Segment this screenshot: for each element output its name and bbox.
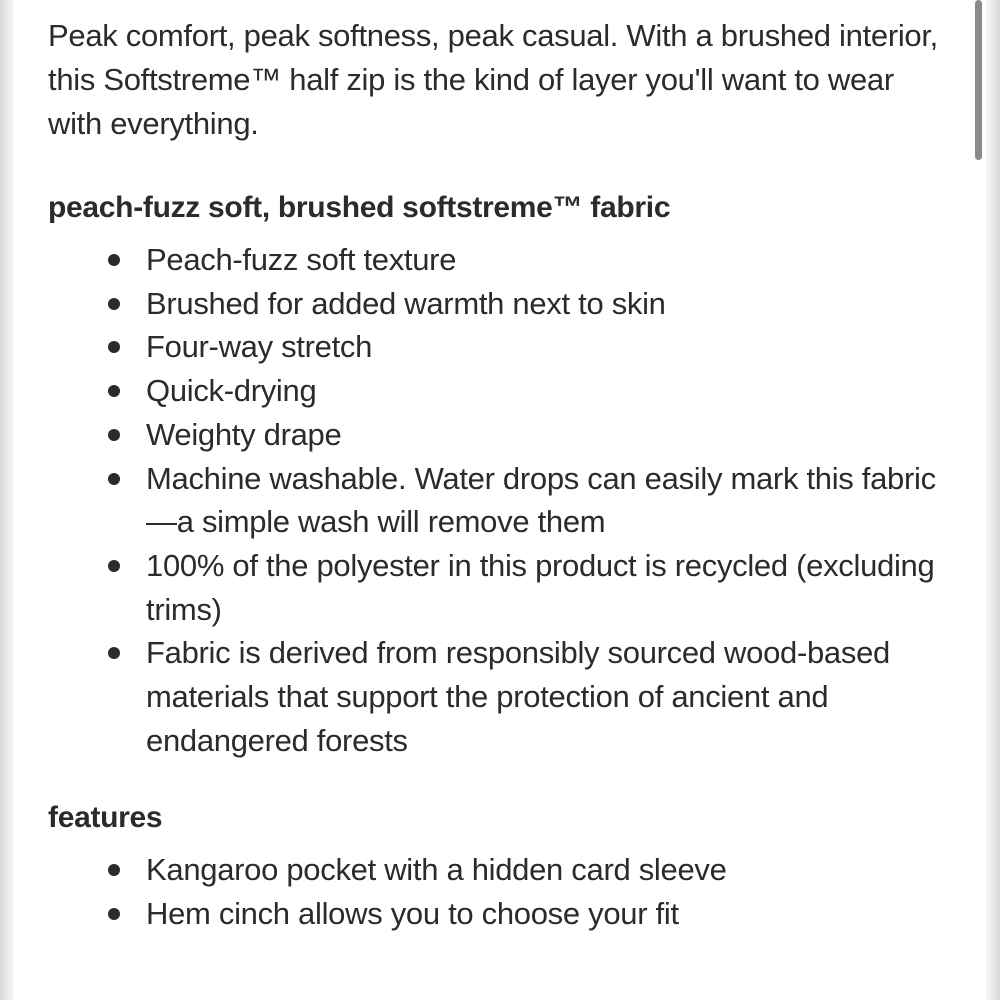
- bullet-icon: [108, 341, 120, 353]
- bullet-icon: [108, 298, 120, 310]
- list-item: [48, 238, 948, 282]
- bullet-icon: [108, 254, 120, 266]
- bullet-icon: [108, 429, 120, 441]
- bullet-icon: [108, 908, 120, 920]
- list-item: [48, 631, 948, 762]
- list-item: [48, 369, 948, 413]
- bullet-icon: [108, 864, 120, 876]
- left-edge-shadow: [0, 0, 14, 1000]
- section-heading-features: features: [48, 801, 163, 835]
- product-description: [48, 14, 948, 936]
- list-item: [48, 848, 948, 892]
- list-item-text: Four-way stretch: [146, 329, 373, 365]
- bullet-icon: [108, 560, 120, 572]
- list-item: [48, 457, 948, 544]
- list-item-text: Peach-fuzz soft texture: [146, 242, 457, 277]
- fabric-feature-list: [48, 238, 948, 762]
- list-item-text: Fabric is derived from responsibly sourced wood-based materials that support the protection of ancient and endangered forests: [146, 635, 890, 758]
- list-item-text: 100% of the polyester in this product is recycled (excluding trims): [146, 547, 935, 627]
- list-item: [48, 544, 948, 631]
- list-item: [48, 282, 948, 326]
- bullet-icon: [108, 473, 120, 485]
- section-heading-fabric: peach-fuzz soft, brushed softstreme™ fabric: [48, 191, 671, 224]
- bullet-icon: [108, 647, 120, 659]
- list-item: [48, 325, 948, 369]
- list-item-text: Weighty drape: [146, 416, 342, 452]
- features-list: [48, 848, 948, 935]
- list-item-text: Hem cinch allows you to choose your fit: [146, 896, 679, 932]
- list-item-text: Quick-drying: [146, 373, 317, 409]
- list-item-text: Brushed for added warmth next to skin: [146, 285, 666, 321]
- right-edge-shadow: [986, 0, 1000, 1000]
- list-item: [48, 413, 948, 457]
- list-item-text: Machine washable. Water drops can easily mark this fabric—a simple wash will remove them: [146, 460, 936, 540]
- bullet-icon: [108, 385, 120, 397]
- list-item-text: Kangaroo pocket with a hidden card sleeve: [146, 852, 727, 888]
- intro-paragraph: Peak comfort, peak softness, peak casual. With a brushed interior, this Softstreme™ half zip is the kind of layer you'll want to wear with everything.: [48, 18, 938, 141]
- scrollbar-thumb[interactable]: [975, 0, 982, 160]
- list-item: [48, 892, 948, 936]
